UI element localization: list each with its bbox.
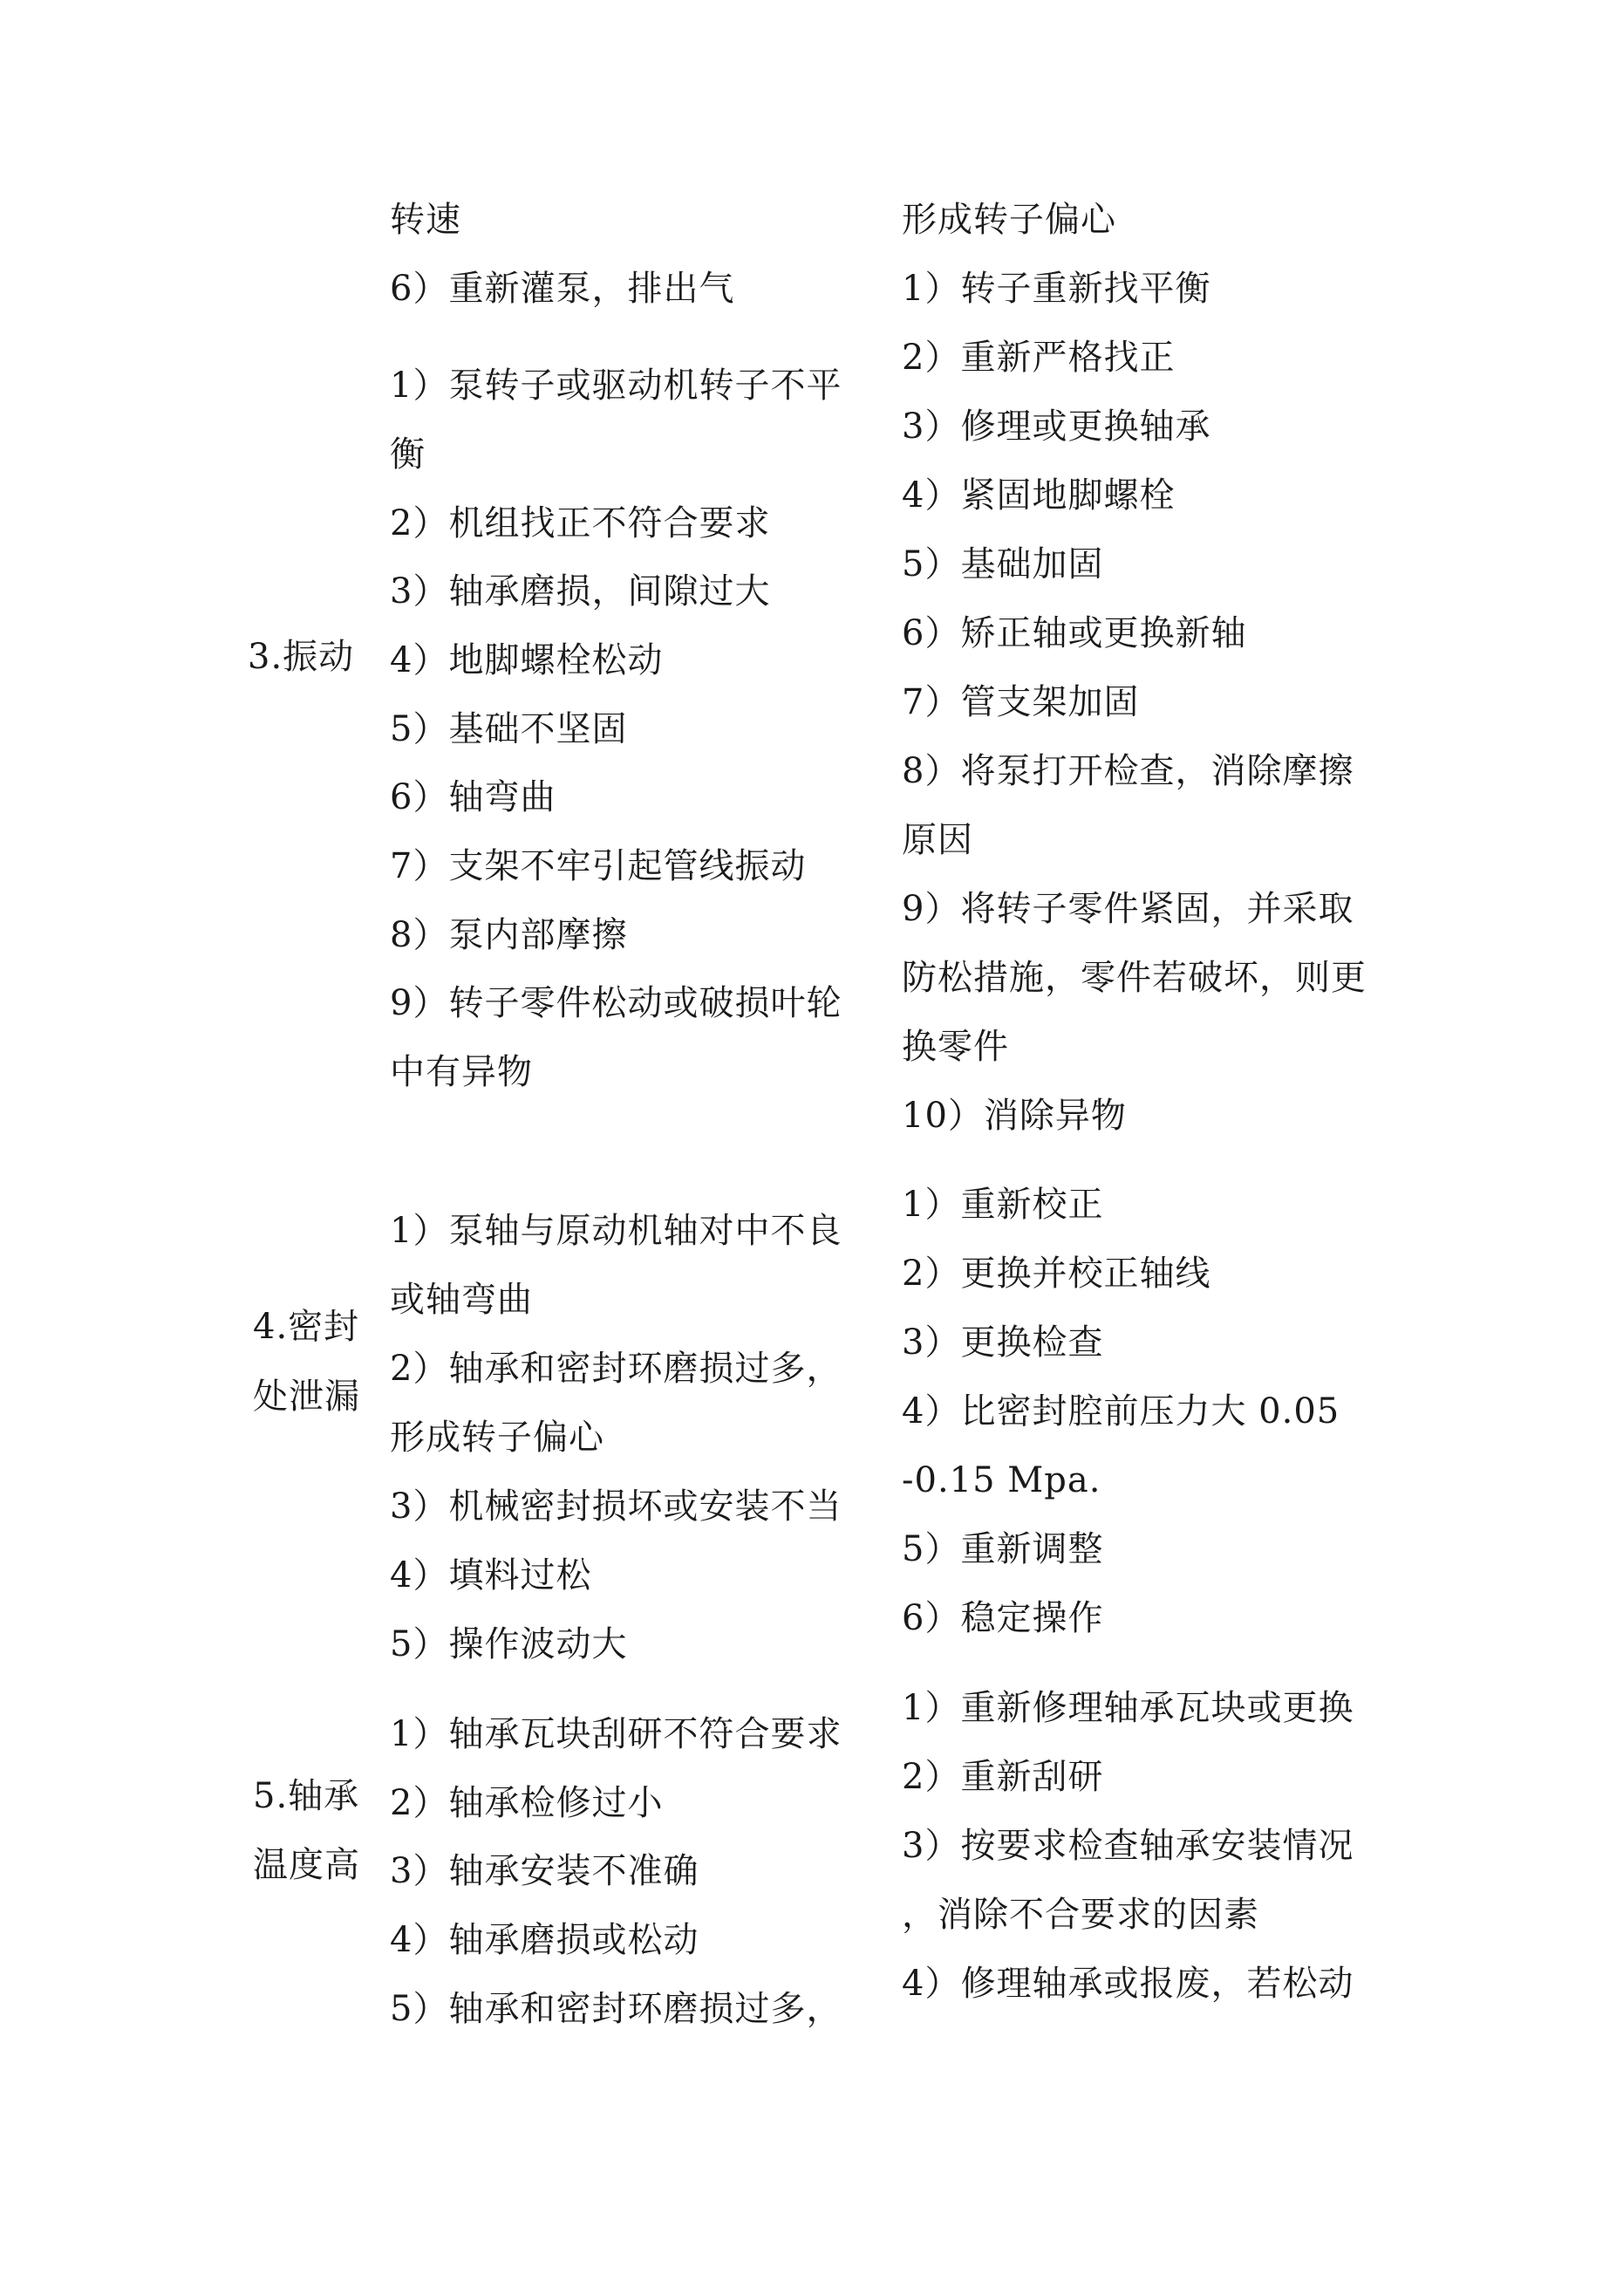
- cause-line: 转速: [390, 200, 461, 240]
- remedy-line: ，消除不合要求的因素: [902, 1895, 1259, 1935]
- remedy-line: 3）按要求检查轴承安装情况: [902, 1826, 1354, 1866]
- remedy-line: 2）更换并校正轴线: [902, 1254, 1211, 1294]
- fault-label-vibration: 3.振动: [248, 637, 355, 677]
- cause-line: 衡: [390, 434, 426, 475]
- cause-line: 3）轴承安装不准确: [390, 1851, 699, 1891]
- cause-line: 1）轴承瓦块刮研不符合要求: [390, 1714, 842, 1754]
- fault-label-seal: 4.密封: [253, 1307, 360, 1347]
- remedy-line: 4）紧固地脚螺栓: [902, 475, 1176, 516]
- remedy-line: 1）重新校正: [902, 1185, 1104, 1225]
- cause-line: 6）轴弯曲: [390, 777, 556, 817]
- remedy-line: 7）管支架加固: [902, 682, 1140, 722]
- remedy-line: 形成转子偏心: [902, 200, 1116, 240]
- cause-line: 4）轴承磨损或松动: [390, 1920, 699, 1960]
- remedy-line: 8）将泵打开检查，消除摩擦: [902, 751, 1354, 791]
- cause-line: 5）操作波动大: [390, 1624, 628, 1664]
- cause-line: 2）机组找正不符合要求: [390, 503, 771, 543]
- cause-line: 7）支架不牢引起管线振动: [390, 846, 807, 886]
- fault-label-bearing: 温度高: [253, 1845, 360, 1885]
- remedy-line: 4）比密封腔前压力大 0.05: [902, 1391, 1340, 1432]
- cause-line: 9）转子零件松动或破损叶轮: [390, 983, 842, 1023]
- cause-line: 5）基础不坚固: [390, 709, 628, 749]
- cause-line: 2）轴承检修过小: [390, 1783, 664, 1823]
- remedy-line: 1）重新修理轴承瓦块或更换: [902, 1688, 1354, 1728]
- remedy-line: 6）矫正轴或更换新轴: [902, 613, 1247, 653]
- fault-label-bearing: 5.轴承: [253, 1776, 360, 1816]
- remedy-line: 6）稳定操作: [902, 1598, 1104, 1638]
- cause-line: 3）机械密封损坏或安装不当: [390, 1486, 842, 1527]
- cause-line: 1）泵轴与原动机轴对中不良: [390, 1211, 842, 1251]
- fault-label-seal: 处泄漏: [253, 1377, 360, 1417]
- cause-line: 中有异物: [390, 1052, 533, 1092]
- remedy-line: 3）更换检查: [902, 1322, 1104, 1363]
- remedy-line: 2）重新严格找正: [902, 338, 1176, 378]
- remedy-line: 2）重新刮研: [902, 1757, 1104, 1797]
- cause-line: 6）重新灌泵，排出气: [390, 269, 735, 309]
- remedy-line: 3）修理或更换轴承: [902, 407, 1211, 447]
- remedy-line: -0.15 Mpa.: [902, 1460, 1101, 1500]
- cause-line: 4）地脚螺栓松动: [390, 640, 664, 680]
- remedy-line: 5）重新调整: [902, 1529, 1104, 1569]
- remedy-line: 原因: [902, 820, 973, 860]
- cause-line: 3）轴承磨损，间隙过大: [390, 571, 771, 612]
- remedy-line: 换零件: [902, 1027, 1009, 1067]
- remedy-line: 9）将转子零件紧固，并采取: [902, 889, 1354, 929]
- cause-line: 或轴弯曲: [390, 1280, 533, 1320]
- remedy-line: 防松措施，零件若破坏，则更: [902, 958, 1367, 998]
- remedy-line: 1）转子重新找平衡: [902, 269, 1211, 309]
- cause-line: 4）填料过松: [390, 1555, 592, 1596]
- remedy-line: 10）消除异物: [902, 1096, 1127, 1136]
- remedy-line: 4）修理轴承或报废，若松动: [902, 1964, 1354, 2004]
- remedy-line: 5）基础加固: [902, 544, 1104, 584]
- cause-line: 8）泵内部摩擦: [390, 915, 628, 955]
- cause-line: 2）轴承和密封环磨损过多，: [390, 1349, 842, 1389]
- cause-line: 1）泵转子或驱动机转子不平: [390, 366, 842, 406]
- cause-line: 5）轴承和密封环磨损过多，: [390, 1989, 842, 2029]
- cause-line: 形成转子偏心: [390, 1418, 604, 1458]
